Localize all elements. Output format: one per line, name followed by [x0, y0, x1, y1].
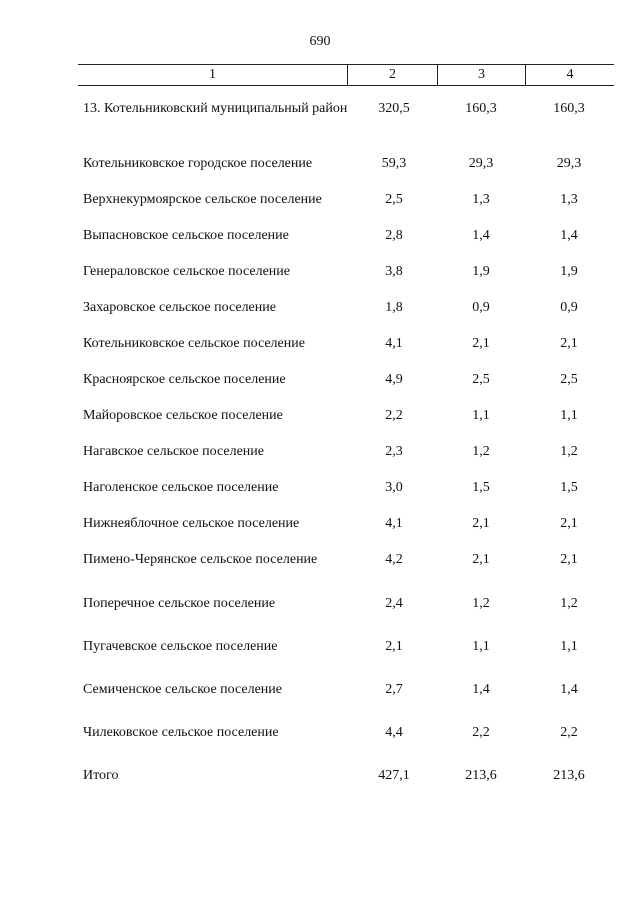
row-value-col3: 1,5 [472, 480, 490, 495]
row-value-col4: 1,3 [560, 192, 578, 207]
row-value-col3: 1,4 [472, 682, 490, 697]
row-value-col3: 213,6 [465, 768, 497, 783]
header-col-2: 2 [348, 65, 438, 85]
row-value-col2: 2,2 [385, 408, 403, 423]
row-value-col4: 2,5 [560, 372, 578, 387]
row-value-col2: 4,1 [385, 516, 403, 531]
row-name: Котельниковское городское поселение [83, 156, 313, 171]
row-value-col4: 29,3 [556, 156, 582, 171]
row-name: Семиченское сельское поселение [83, 682, 283, 697]
row-name: Итого [83, 768, 119, 783]
row-value-col4: 2,1 [560, 552, 578, 567]
row-name: Генераловское сельское поселение [83, 264, 290, 279]
row-value-col4: 1,2 [560, 444, 578, 459]
row-name: Пимено-Черянское сельское поселение [83, 552, 318, 567]
row-value-col3: 160,3 [465, 101, 497, 116]
row-value-col2: 1,8 [385, 300, 403, 315]
row-value-col4: 160,3 [553, 101, 585, 116]
header-col-4: 4 [566, 67, 574, 82]
row-value-col4: 1,9 [560, 264, 578, 279]
row-name: Захаровское сельское поселение [83, 300, 276, 315]
row-value-col4: 2,1 [560, 516, 578, 531]
row-value-col3: 1,1 [472, 639, 490, 654]
row-value-col2: 3,8 [385, 264, 403, 279]
header-col-3: 3 [438, 65, 526, 85]
row-name: Нижнеяблочное сельское поселение [83, 516, 300, 531]
row-value-col2: 2,3 [385, 444, 403, 459]
row-value-col2: 2,5 [385, 192, 403, 207]
row-value-col4: 0,9 [560, 300, 578, 315]
row-value-col2: 2,4 [385, 596, 403, 611]
row-name: Наголенское сельское поселение [83, 480, 279, 495]
row-name: 13. Котельниковский муниципальный район [83, 101, 348, 116]
row-value-col3: 2,1 [472, 552, 490, 567]
row-name: Пугачевское сельское поселение [83, 639, 278, 654]
row-name: Котельниковское сельское поселение [83, 336, 305, 351]
page-number: 690 [309, 34, 331, 49]
row-value-col3: 1,1 [472, 408, 490, 423]
row-name: Нагавское сельское поселение [83, 444, 264, 459]
row-value-col2: 4,1 [385, 336, 403, 351]
row-value-col3: 0,9 [472, 300, 490, 315]
row-name: Верхнекурмоярское сельское поселение [83, 192, 322, 207]
row-value-col3: 29,3 [468, 156, 494, 171]
row-name: Красноярское сельское поселение [83, 372, 286, 387]
row-value-col2: 3,0 [385, 480, 403, 495]
row-value-col4: 1,1 [560, 639, 578, 654]
row-value-col2: 4,4 [385, 725, 403, 740]
row-value-col4: 2,2 [560, 725, 578, 740]
row-name: Выпасновское сельское поселение [83, 228, 289, 243]
row-value-col4: 1,1 [560, 408, 578, 423]
row-name: Поперечное сельское поселение [83, 596, 276, 611]
row-value-col3: 2,1 [472, 516, 490, 531]
row-value-col3: 1,3 [472, 192, 490, 207]
row-value-col3: 2,1 [472, 336, 490, 351]
row-value-col2: 427,1 [378, 768, 410, 783]
header-col-1: 1 [78, 65, 348, 85]
row-value-col4: 1,5 [560, 480, 578, 495]
row-value-col2: 2,8 [385, 228, 403, 243]
row-value-col2: 4,2 [385, 552, 403, 567]
row-value-col3: 1,2 [472, 444, 490, 459]
row-value-col3: 1,4 [472, 228, 490, 243]
row-value-col2: 4,9 [385, 372, 403, 387]
row-name: Майоровское сельское поселение [83, 408, 283, 423]
row-value-col2: 2,1 [385, 639, 403, 654]
row-value-col3: 1,9 [472, 264, 490, 279]
row-value-col4: 213,6 [553, 768, 585, 783]
table-header [78, 64, 614, 86]
row-value-col3: 2,2 [472, 725, 490, 740]
row-value-col3: 2,5 [472, 372, 490, 387]
row-value-col4: 2,1 [560, 336, 578, 351]
row-value-col4: 1,2 [560, 596, 578, 611]
row-value-col4: 1,4 [560, 682, 578, 697]
row-value-col2: 2,7 [385, 682, 403, 697]
row-value-col4: 1,4 [560, 228, 578, 243]
row-value-col3: 1,2 [472, 596, 490, 611]
row-value-col2: 320,5 [378, 101, 410, 116]
row-name: Чилековское сельское поселение [83, 725, 279, 740]
row-value-col2: 59,3 [381, 156, 407, 171]
